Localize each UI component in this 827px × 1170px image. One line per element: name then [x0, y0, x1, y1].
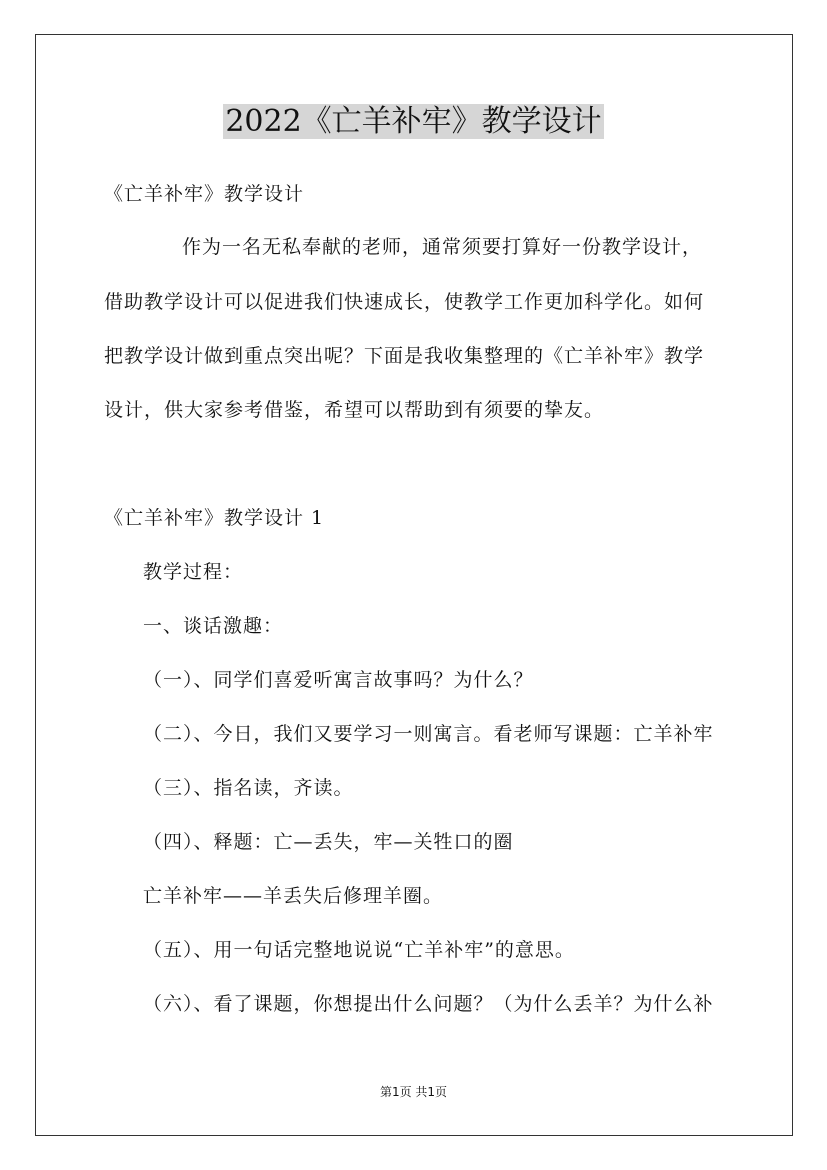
section-line-5: （三）、指名读，齐读。: [143, 777, 354, 799]
section-line-8: （五）、用一句话完整地说说“亡羊补牢”的意思。: [143, 939, 575, 961]
intro-line-3: 把教学设计做到重点突出呢？下面是我收集整理的《亡羊补牢》教学: [104, 345, 705, 367]
section-line-6: （四）、释题：亡—丢失，牢—关牲口的圈: [143, 831, 514, 853]
document-subtitle: 《亡羊补牢》教学设计: [104, 183, 305, 205]
section-line-9: （六）、看了课题，你想提出什么问题？（为什么丢羊？为什么补: [143, 993, 714, 1015]
section-line-2: 一、谈话激趣：: [143, 615, 284, 637]
section-line-1: 教学过程：: [143, 561, 244, 583]
section-line-4: （二）、今日，我们又要学习一则寓言。看老师写课题：亡羊补牢: [143, 723, 714, 745]
intro-line-1: 作为一名无私奉献的老师，通常须要打算好一份教学设计，: [182, 236, 703, 258]
section-title: 《亡羊补牢》教学设计 1: [104, 507, 325, 529]
intro-line-2: 借助教学设计可以促进我们快速成长，使教学工作更加科学化。如何: [104, 291, 705, 313]
intro-line-4: 设计，供大家参考借鉴，希望可以帮助到有须要的挚友。: [104, 399, 605, 421]
section-line-7: 亡羊补牢——羊丢失后修理羊圈。: [143, 885, 444, 907]
section-line-3: （一）、同学们喜爱听寓言故事吗？为什么？: [143, 669, 534, 691]
document-title: 2022《亡羊补牢》教学设计: [225, 104, 602, 139]
page-footer: 第1页 共1页: [379, 1085, 448, 1099]
